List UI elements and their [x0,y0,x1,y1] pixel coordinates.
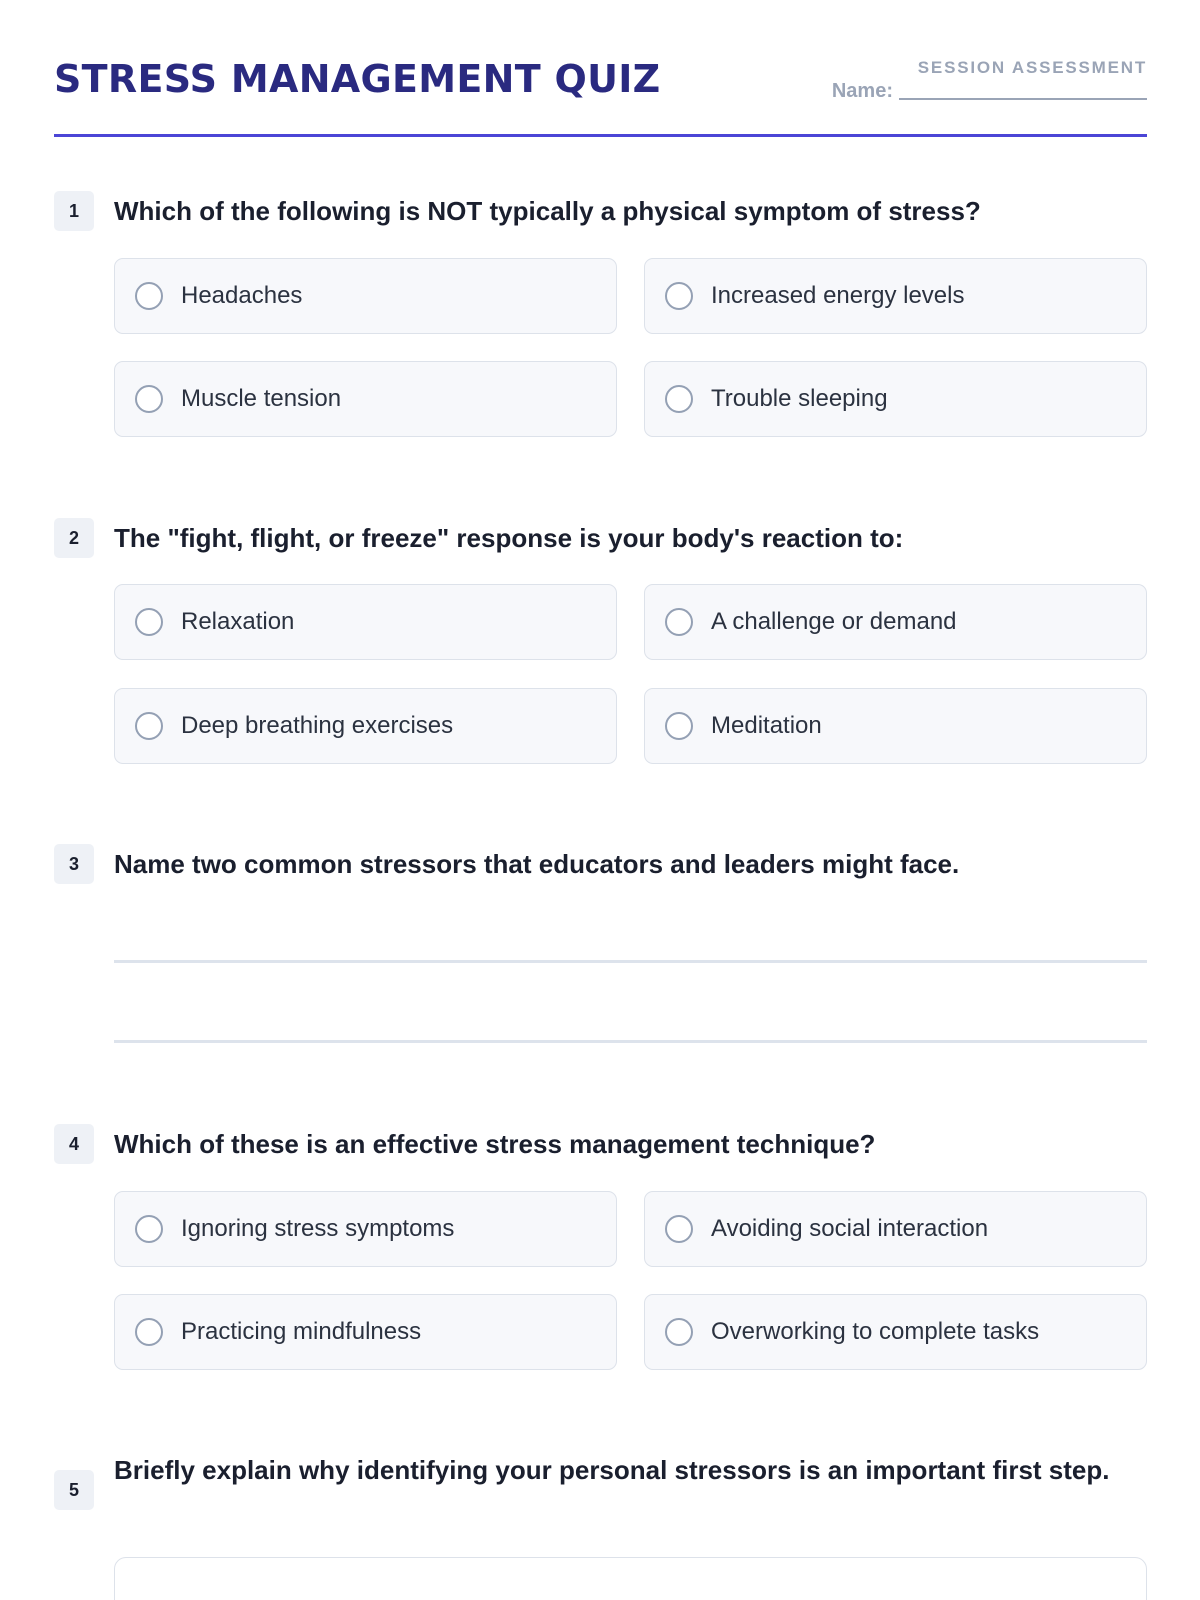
question-text: Name two common stressors that educators and leaders might face. [114,849,960,879]
radio-button[interactable] [135,1318,163,1346]
option-muscle-tension[interactable] [114,361,617,437]
quiz-header [54,0,1147,137]
option-label: Practicing mindfulness [181,1318,422,1345]
option-label: Relaxation [181,608,295,635]
name-field[interactable] [832,80,1147,103]
question-text: The "fight, flight, or freeze" response is your body's reaction to: [114,523,904,553]
option-label: A challenge or demand [711,608,957,635]
option-label: Muscle tension [181,385,342,412]
option-avoiding-social[interactable] [644,1191,1147,1267]
question-text: Which of these is an effective stress management technique? [114,1129,876,1159]
option-increased-energy[interactable] [644,258,1147,334]
radio-button[interactable] [665,1318,693,1346]
option-overworking[interactable] [644,1294,1147,1370]
question-number: 3 [54,844,94,884]
answer-line[interactable] [114,960,1147,963]
radio-button[interactable] [665,385,693,413]
question-text: Briefly explain why identifying your personal stressors is an important first step. [114,1455,1110,1485]
radio-button[interactable] [135,282,163,310]
radio-button[interactable] [665,608,693,636]
option-practicing-mindfulness[interactable] [114,1294,617,1370]
option-label: Trouble sleeping [711,385,888,412]
radio-button[interactable] [135,608,163,636]
radio-button[interactable] [135,712,163,740]
option-trouble-sleeping[interactable] [644,361,1147,437]
option-challenge-or-demand[interactable] [644,584,1147,660]
question-text: Which of the following is NOT typically a physical symptom of stress? [114,196,981,226]
option-label: Deep breathing exercises [181,712,454,739]
radio-button[interactable] [665,712,693,740]
option-label: Ignoring stress symptoms [181,1215,455,1242]
radio-button[interactable] [665,282,693,310]
radio-button[interactable] [135,1215,163,1243]
question-number: 4 [54,1124,94,1164]
option-label: Increased energy levels [711,282,965,309]
option-label: Avoiding social interaction [711,1215,989,1242]
question-number: 1 [54,191,94,231]
option-label: Meditation [711,712,822,739]
quiz-page [54,0,1147,1600]
option-ignoring-symptoms[interactable] [114,1191,617,1267]
option-label: Headaches [181,282,303,309]
session-label: SESSION ASSESSMENT [917,58,1147,77]
option-label: Overworking to complete tasks [711,1318,1040,1345]
option-relaxation[interactable] [114,584,617,660]
option-headaches[interactable] [114,258,617,334]
radio-button[interactable] [665,1215,693,1243]
name-blank-line[interactable] [899,98,1147,100]
question-number: 5 [54,1470,94,1510]
radio-button[interactable] [135,385,163,413]
option-meditation[interactable] [644,688,1147,764]
name-label: Name: [831,80,893,102]
answer-line[interactable] [114,1040,1147,1043]
question-number: 2 [54,518,94,558]
option-deep-breathing[interactable] [114,688,617,764]
page-title: STRESS MANAGEMENT QUIZ [54,57,661,101]
answer-textbox[interactable] [114,1557,1147,1600]
